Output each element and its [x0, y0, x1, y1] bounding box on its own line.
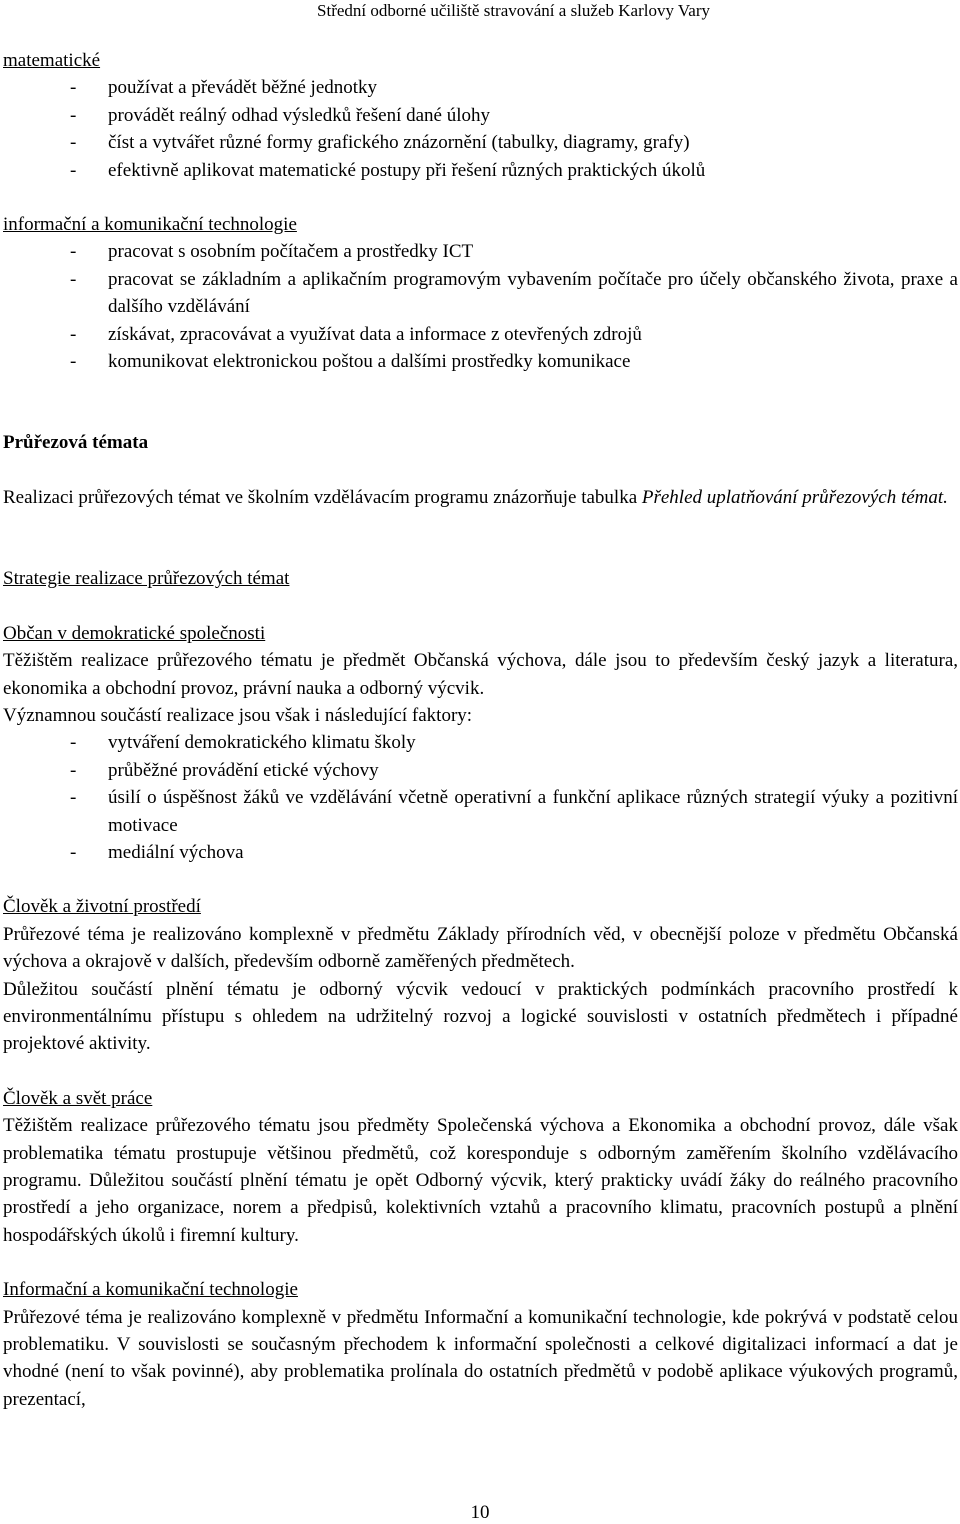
paragraph-prurezova: Realizaci průřezových témat ve školním vzdělávacím programu znázorňuje tabulka Přehled uplatňování průřezových témat. — [3, 486, 948, 508]
list-item: - efektivně aplikovat matematické postupy při řešení různých praktických úkolů — [70, 159, 706, 181]
section-title-ikt: informační a komunikační technologie — [3, 214, 297, 236]
list-item: - průběžné provádění etické výchovy — [70, 759, 379, 781]
heading-prurezova-temata: Průřezová témata — [3, 432, 149, 454]
paragraph-zivotni-2: Důležitou součástí plnění tématu je odborný výcvik vedoucí v praktických podmínkách pracovního prostředí k environmentálnímu přístupu s ohledem na udržitelný rozvoj a logické souvislosti v ostatních předmětech i případné projektové aktivity. — [3, 978, 958, 1055]
list-item: - úsilí o úspěšnost žáků ve vzdělávání včetně operativní a funkční aplikace různých strategií výuky a pozitivní motivace — [70, 787, 958, 836]
paragraph-obcan-2: Významnou součástí realizace jsou však i následující faktory: — [3, 704, 473, 726]
heading-strategie: Strategie realizace průřezových témat — [3, 568, 290, 590]
list-item: - provádět reálný odhad výsledků řešení dané úlohy — [70, 104, 490, 126]
page-number: 10 — [470, 1502, 490, 1523]
page-header: Střední odborné učiliště stravování a služeb Karlovy Vary — [317, 1, 710, 20]
list-item: - používat a převádět běžné jednotky — [70, 77, 378, 99]
paragraph-ikt: Průřezové téma je realizováno komplexně v předmětu Informační a komunikační technologie, kde pokrývá v podstatě celou problematiku. V souvislosti se současným přechodem k informační společnosti a celkové digitalizaci informací a dat je vhodné (není to však povinné), aby problematika prolínala do ostatních předmětů v podobě aplikace výukových programů, prezentací, — [3, 1306, 958, 1410]
list-item: - mediální výchova — [70, 841, 244, 863]
page-content — [3, 47, 958, 1413]
subsection-title-prace: Člověk a svět práce — [3, 1087, 153, 1109]
list-item: - komunikovat elektronickou poštou a dalšími prostředky komunikace — [70, 351, 631, 373]
list-item: - vytváření demokratického klimatu školy — [70, 732, 416, 754]
list-item: - pracovat se základním a aplikačním programovým vybavením počítače pro účely občanského života, praxe a dalšího vzdělávání — [70, 268, 958, 318]
subsection-title-ikt: Informační a komunikační technologie — [3, 1279, 298, 1301]
list-obcan — [3, 729, 958, 866]
list-item: - pracovat s osobním počítačem a prostředky ICT — [70, 241, 474, 263]
table-reference: Přehled uplatňování průřezových témat. — [641, 486, 948, 508]
list-ikt — [3, 238, 958, 375]
list-matematicke — [3, 74, 958, 184]
list-item: - získávat, zpracovávat a využívat data a informace z otevřených zdrojů — [70, 323, 642, 345]
list-item: - číst a vytvářet různé formy grafického znázornění (tabulky, diagramy, grafy) — [70, 132, 690, 154]
subsection-title-zivotni: Člověk a životní prostředí — [3, 896, 201, 918]
section-title-matematicke: matematické — [3, 50, 101, 71]
paragraph-obcan-1: Těžištěm realizace průřezového tématu je předmět Občanská výchova, dále jsou to především český jazyk a literatura, ekonomika a obchodní provoz, právní nauka a odborný výcvik. — [3, 650, 958, 699]
subsection-title-obcan: Občan v demokratické společnosti — [3, 622, 266, 644]
paragraph-prace: Těžištěm realizace průřezového tématu jsou předměty Společenská výchova a Ekonomika a obchodní provoz, dále však problematika tématu prostupuje většinou předmětů, což koresponduje s odborným zaměřením školního vzdělávacího programu. Důležitou součástí plnění tématu je opět Odborný výcvik, který prakticky uvádí žáky do reálného pracovního prostředí a jeho organizace, norem a předpisů, kolektivních vztahů a pracovního klimatu, pracovních postupů a plnění hospodářských úkolů i firemní kultury. — [3, 1115, 958, 1246]
paragraph-zivotni-1: Průřezové téma je realizováno komplexně v předmětu Základy přírodních věd, v obecnější poloze v předmětu Občanská výchova a okrajově v dalších, především odborně zaměřených předmětech. — [3, 923, 958, 973]
